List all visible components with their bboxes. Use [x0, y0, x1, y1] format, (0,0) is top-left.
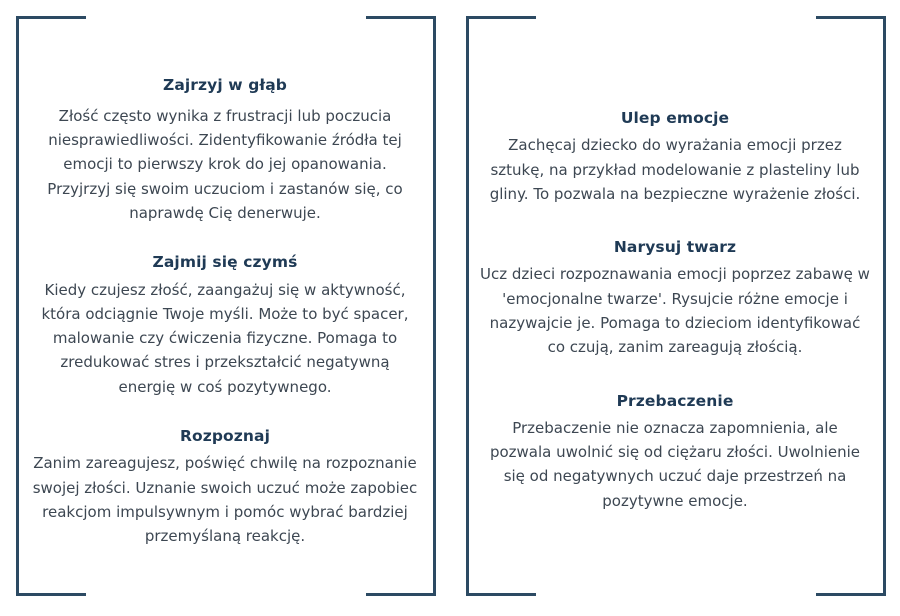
section-heading: Ulep emocje — [620, 108, 730, 127]
right-card-content — [474, 0, 876, 616]
section-body: Zachęcaj dziecko do wyrażania emocji przez sztukę, na przykład modelowanie z plasteliny lub gliny. To pozwala na bezpieczne wyrażenie złości. — [489, 136, 861, 203]
section-body: Zanim zareagujesz, poświęć chwilę na rozpoznanie swojej złości. Uznanie swoich uczuć może zapobiec reakcjom impulsywnym i pomóc wybrać bardziej przemyślaną reakcję. — [32, 454, 418, 546]
section-heading: Zajmij się czymś — [152, 253, 298, 272]
section-zajrzyj-w-glab — [24, 74, 426, 226]
section-przebaczenie — [474, 390, 876, 513]
frame-right-rule — [883, 16, 886, 596]
section-heading: Zajrzyj w głąb — [162, 75, 287, 94]
section-body: Złość często wynika z frustracji lub poczucia niesprawiedliwości. Zidentyfikowanie źródła tej emocji to pierwszy krok do jej opanowania. Przyjrzyj się swoim uczuciom i zastanów się, co naprawdę Cię denerwuje. — [47, 106, 403, 222]
section-narysuj-twarz — [474, 236, 876, 359]
right-card — [450, 0, 900, 616]
left-card-content — [24, 0, 426, 616]
section-body: Kiedy czujesz złość, zaangażuj się w aktywność, która odciągnie Twoje myśli. Może to być spacer, malowanie czy ćwiczenia fizyczne. Pomaga to zredukować stres i przekształcić negatywną energię w coś pozytywnego. — [41, 280, 409, 396]
frame-left-rule — [466, 16, 469, 596]
section-body: Przebaczenie nie oznacza zapomnienia, ale pozwala uwolnić się od ciężaru złości. Uwolnienie się od negatywnych uczuć daje przestrzeń na pozytywne emocje. — [489, 418, 861, 510]
frame-left-rule — [16, 16, 19, 596]
frame-right-rule — [433, 16, 436, 596]
section-heading: Rozpoznaj — [179, 427, 271, 446]
section-rozpoznaj — [24, 425, 426, 548]
section-ulep-emocje — [474, 107, 876, 206]
section-zajmij-sie-czyms — [24, 251, 426, 399]
section-body: Ucz dzieci rozpoznawania emocji poprzez zabawę w 'emocjonalne twarze'. Rysujcie różne emocje i nazywajcie je. Pomaga to dzieciom identyfikować co czują, zanim zareagują złością. — [480, 265, 870, 357]
section-heading: Przebaczenie — [616, 391, 734, 410]
section-heading: Narysuj twarz — [613, 238, 737, 257]
